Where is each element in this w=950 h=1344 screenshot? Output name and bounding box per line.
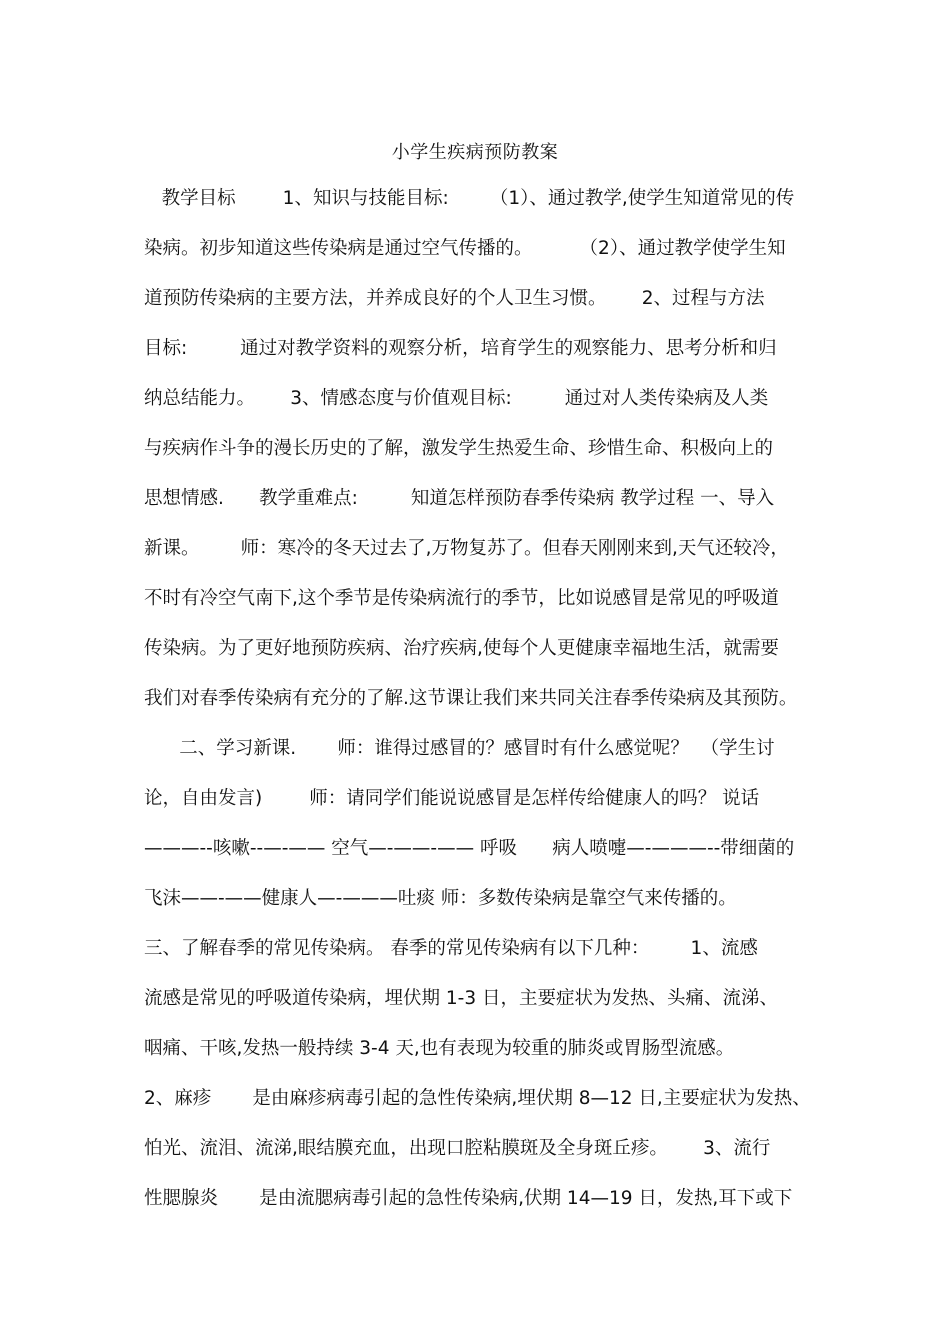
body-line: 2、麻疹 是由麻疹病毒引起的急性传染病,埋伏期 8—12 日,主要症状为发热、 [144,1088,811,1109]
body-line: 教学目标 1、知识与技能目标: （1）、通过教学,使学生知道常见的传 [144,188,795,209]
body-line: 性腮腺炎 是由流腮病毒引起的急性传染病,伏期 14—19 日，发热,耳下或下 [144,1188,793,1209]
body-line: 染病。初步知道这些传染病是通过空气传播的。 （2）、通过教学使学生知 [144,238,786,259]
body-line: 不时有冷空气南下,这个季节是传染病流行的季节，比如说感冒是常见的呼吸道 [144,588,779,609]
body-line: 传染病。为了更好地预防疾病、治疗疾病,使每个人更健康幸福地生活，就需要 [144,638,779,659]
body-line: 新课。 师：寒冷的冬天过去了,万物复苏了。但春天刚刚来到,天气还较冷， [144,538,789,559]
body-line: 纳总结能力。 3、情感态度与价值观目标: 通过对人类传染病及人类 [144,388,769,409]
body-line: 三、了解春季的常见传染病。 春季的常见传染病有以下几种： 1、流感 [144,938,758,959]
body-line: 流感是常见的呼吸道传染病，埋伏期 1-3 日，主要症状为发热、头痛、流涕、 [144,988,778,1009]
body-line: 目标: 通过对教学资料的观察分析，培育学生的观察能力、思考分析和归 [144,338,777,359]
body-line: 咽痛、干咳,发热一般持续 3-4 天,也有表现为较重的肺炎或胃肠型流感。 [144,1038,735,1059]
body-line: 我们对春季传染病有充分的了解.这节课让我们来共同关注春季传染病及其预防。 [144,688,798,709]
body-line: 飞沫——-——健康人—-———吐痰 师：多数传染病是靠空气来传播的。 [144,888,737,909]
body-line: 论，自由发言) 师：请同学们能说说感冒是怎样传给健康人的吗？ 说话 [144,788,760,809]
body-line: 怕光、流泪、流涕,眼结膜充血，出现口腔粘膜斑及全身斑丘疹。 3、流行 [144,1138,771,1159]
body-line: ———--咳嗽--—-—— 空气—-——-—— 呼吸 病人喷嚏—-———--带细菌的 [144,838,795,859]
body-line: 与疾病作斗争的漫长历史的了解，激发学生热爱生命、珍惜生命、积极向上的 [144,438,774,459]
body-line: 道预防传染病的主要方法，并养成良好的个人卫生习惯。 2、过程与方法 [144,288,765,309]
document-title: 小学生疾病预防教案 [391,142,559,163]
document-body [144,186,824,1236]
body-line: 思想情感. 教学重难点: 知道怎样预防春季传染病 教学过程 一、导入 [144,488,775,509]
body-line: 二、学习新课. 师：谁得过感冒的？感冒时有什么感觉呢？ （学生讨 [144,738,775,759]
